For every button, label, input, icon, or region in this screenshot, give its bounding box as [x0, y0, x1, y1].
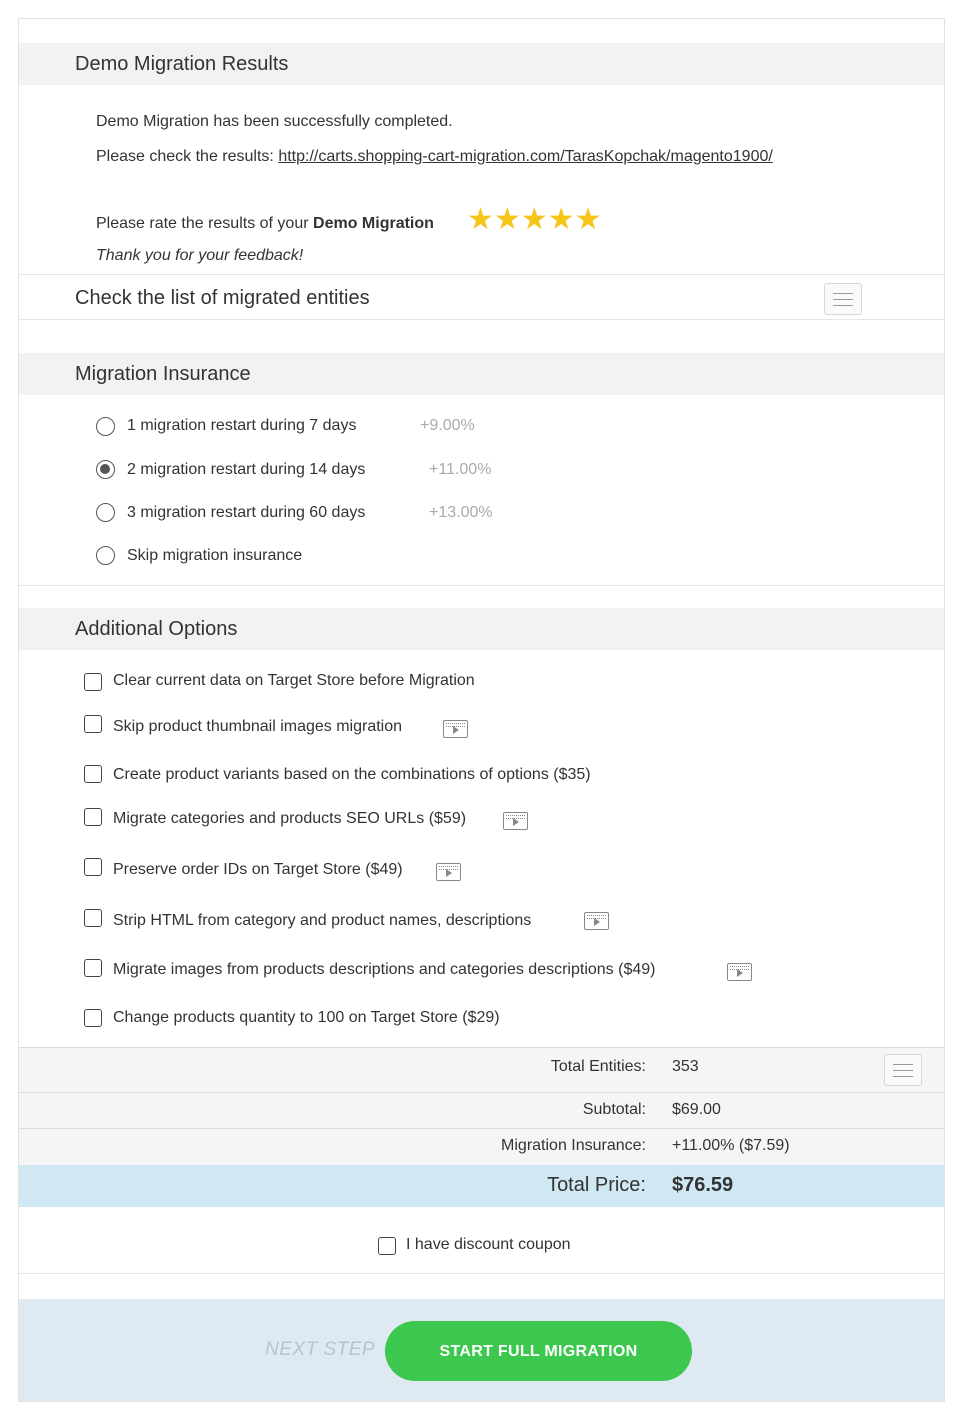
option-label[interactable]: Strip HTML from category and product names, descriptions — [113, 912, 532, 929]
rate-prefix: Please rate the results of your — [96, 215, 309, 232]
footer-bar — [19, 1299, 944, 1402]
option-label[interactable]: Migrate images from products descriptions and categories descriptions ($49) — [113, 961, 656, 978]
summary-subtotal-row — [19, 1093, 944, 1129]
insurance-summary-label: Migration Insurance: — [501, 1137, 646, 1154]
option-label[interactable]: Preserve order IDs on Target Store ($49) — [113, 861, 403, 878]
summary-total-row — [19, 1165, 944, 1207]
video-icon[interactable] — [436, 863, 461, 881]
summary-insurance-row — [19, 1129, 944, 1165]
video-icon[interactable] — [503, 812, 528, 830]
insurance-radio-3[interactable] — [96, 503, 115, 522]
divider — [19, 319, 944, 320]
thanks-message: Thank you for your feedback! — [96, 247, 304, 264]
star-icon[interactable]: ★ — [520, 203, 548, 236]
insurance-option-percent: +9.00% — [420, 417, 475, 434]
coupon-label[interactable]: I have discount coupon — [406, 1236, 571, 1253]
subtotal-value: $69.00 — [672, 1101, 721, 1118]
option-checkbox[interactable] — [84, 673, 102, 691]
insurance-option-percent: +13.00% — [429, 504, 493, 521]
coupon-checkbox[interactable] — [378, 1237, 396, 1255]
subtotal-label: Subtotal: — [582, 1101, 646, 1118]
total-price-label: Total Price: — [547, 1174, 646, 1196]
star-icon[interactable]: ★ — [574, 203, 602, 236]
results-line — [96, 148, 773, 166]
option-checkbox[interactable] — [84, 808, 102, 826]
star-icon[interactable]: ★ — [547, 203, 575, 236]
star-rating[interactable] — [467, 205, 602, 235]
option-checkbox[interactable] — [84, 909, 102, 927]
star-icon[interactable]: ★ — [493, 203, 521, 236]
option-label[interactable]: Clear current data on Target Store before Migration — [113, 672, 475, 689]
insurance-option-label[interactable]: 1 migration restart during 7 days — [127, 417, 357, 434]
video-icon[interactable] — [443, 720, 468, 738]
option-label[interactable]: Skip product thumbnail images migration — [113, 718, 403, 735]
insurance-option-label[interactable]: Skip migration insurance — [127, 547, 303, 564]
insurance-option-label[interactable]: 3 migration restart during 60 days — [127, 504, 366, 521]
video-icon[interactable] — [584, 912, 609, 930]
insurance-option-percent: +11.00% — [429, 461, 492, 478]
total-entities-value: 353 — [672, 1058, 699, 1075]
star-icon[interactable]: ★ — [467, 203, 494, 236]
option-checkbox[interactable] — [84, 858, 102, 876]
additional-heading: Additional Options — [19, 608, 944, 650]
option-label[interactable]: Change products quantity to 100 on Target Store ($29) — [113, 1009, 500, 1026]
entities-list-label[interactable]: Check the list of migrated entities — [75, 287, 370, 309]
menu-icon[interactable] — [824, 283, 862, 315]
results-link[interactable]: http://carts.shopping-cart-migration.com/TarasKopchak/magento1900/ — [278, 148, 773, 165]
insurance-heading: Migration Insurance — [19, 353, 944, 395]
migration-panel — [18, 18, 945, 1402]
option-checkbox[interactable] — [84, 959, 102, 977]
success-message: Demo Migration has been successfully completed. — [96, 113, 453, 130]
demo-results-heading: Demo Migration Results — [19, 43, 944, 85]
video-icon[interactable] — [727, 963, 752, 981]
total-price-value: $76.59 — [672, 1174, 734, 1196]
insurance-radio-1[interactable] — [96, 417, 115, 436]
divider — [19, 1273, 944, 1274]
rate-bold: Demo Migration — [313, 215, 434, 232]
start-full-migration-button[interactable]: START FULL MIGRATION — [385, 1321, 692, 1381]
option-label[interactable]: Create product variants based on the combinations of options ($35) — [113, 766, 591, 783]
option-checkbox[interactable] — [84, 1009, 102, 1027]
rate-line — [96, 215, 434, 233]
insurance-radio-2[interactable] — [96, 460, 115, 479]
insurance-summary-value: +11.00% ($7.59) — [672, 1137, 790, 1154]
divider — [19, 274, 944, 275]
option-checkbox[interactable] — [84, 715, 102, 733]
total-entities-label: Total Entities: — [550, 1058, 646, 1075]
divider — [19, 585, 944, 586]
option-checkbox[interactable] — [84, 765, 102, 783]
summary-entities-row — [19, 1047, 944, 1093]
results-prefix: Please check the results: — [96, 148, 274, 165]
option-label[interactable]: Migrate categories and products SEO URLs ($59) — [113, 810, 467, 827]
insurance-radio-skip[interactable] — [96, 546, 115, 565]
insurance-option-label[interactable]: 2 migration restart during 14 days — [127, 461, 366, 478]
next-step-label: NEXT STEP — [265, 1339, 376, 1360]
menu-icon[interactable] — [884, 1054, 922, 1086]
